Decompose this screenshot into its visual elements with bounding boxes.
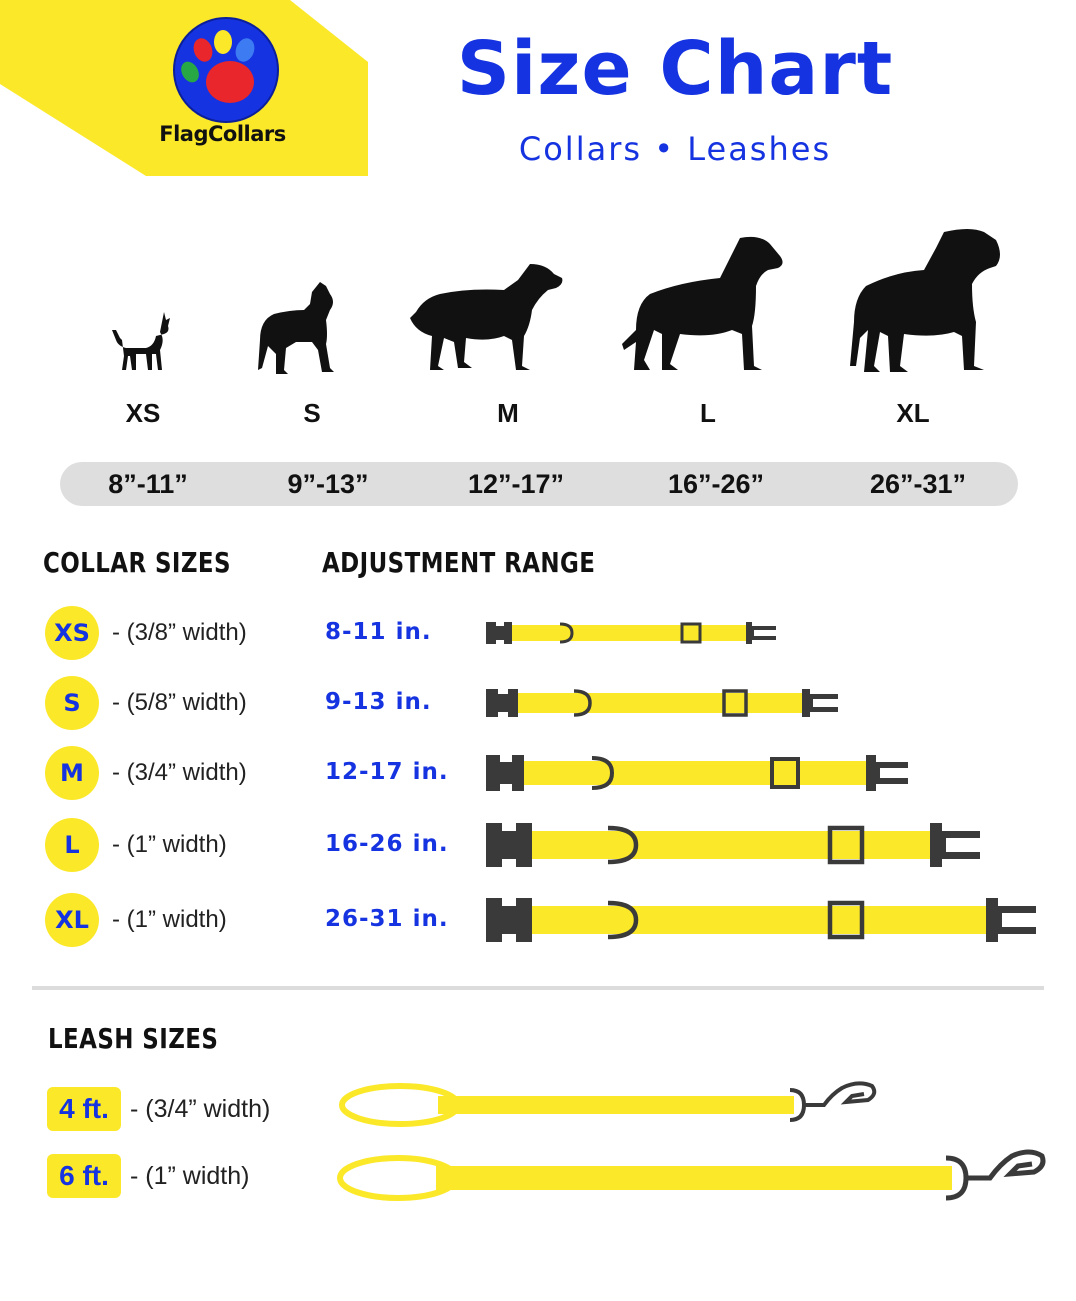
section-divider <box>32 986 1044 990</box>
neck-range-xl: 26”-31” <box>869 469 967 499</box>
leash-length-badge-4ft: 4 ft. <box>47 1087 121 1131</box>
collar-size-badge-l: L <box>45 818 99 872</box>
collar-range-s: 9-13 in. <box>325 689 432 715</box>
dog-m-silhouette-icon <box>408 262 564 374</box>
leash-sizes-heading: LEASH SIZES <box>48 1022 219 1055</box>
dog-l-silhouette-icon <box>620 234 788 376</box>
collar-xs-illustration-icon <box>484 618 780 648</box>
dog-xs-silhouette-icon <box>106 310 176 376</box>
collar-width-xs: - (3/8” width) <box>112 619 247 646</box>
collar-s-illustration-icon <box>484 685 842 721</box>
collar-range-m: 12-17 in. <box>325 759 449 785</box>
collar-sizes-heading: COLLAR SIZES <box>43 546 231 579</box>
dog-s-silhouette-icon <box>256 280 340 376</box>
adjustment-range-heading: ADJUSTMENT RANGE <box>322 546 596 579</box>
brand-name: FlagCollars <box>159 122 286 146</box>
logo-corner-banner <box>0 0 368 176</box>
collar-width-xl: - (1” width) <box>112 906 227 933</box>
neck-range-l: 16”-26” <box>667 469 765 499</box>
leash-6ft-illustration-icon <box>336 1146 1048 1202</box>
collar-size-badge-m: M <box>45 746 99 800</box>
collar-xl-illustration-icon <box>484 895 1040 945</box>
dog-size-label-xs: XS <box>125 398 161 428</box>
page-title: Size Chart <box>456 26 894 112</box>
dog-size-label-m: M <box>497 398 519 428</box>
leash-length-badge-6ft: 6 ft. <box>47 1154 121 1198</box>
leash-4ft-illustration-icon <box>338 1078 880 1128</box>
dog-xl-silhouette-icon <box>844 226 1004 376</box>
page-subtitle: Collars • Leashes <box>518 130 832 168</box>
dog-size-label-s: S <box>303 398 321 428</box>
dog-size-label-l: L <box>700 398 716 428</box>
collar-range-l: 16-26 in. <box>325 831 449 857</box>
neck-range-xs: 8”-11” <box>108 469 188 499</box>
collar-size-badge-s: S <box>45 676 99 730</box>
collar-m-illustration-icon <box>484 751 912 795</box>
collar-width-s: - (5/8” width) <box>112 689 247 716</box>
paw-logo-icon <box>174 18 278 122</box>
neck-range-s: 9”-13” <box>287 469 369 499</box>
dog-size-label-xl: XL <box>896 398 930 428</box>
collar-l-illustration-icon <box>484 820 984 870</box>
collar-size-badge-xl: XL <box>45 893 99 947</box>
leash-width-4ft: - (3/4” width) <box>130 1095 271 1123</box>
collar-range-xs: 8-11 in. <box>325 619 432 645</box>
collar-width-m: - (3/4” width) <box>112 759 247 786</box>
leash-width-6ft: - (1” width) <box>130 1162 250 1190</box>
collar-range-xl: 26-31 in. <box>325 906 449 932</box>
collar-size-badge-xs: XS <box>45 606 99 660</box>
collar-width-l: - (1” width) <box>112 831 227 858</box>
neck-range-m: 12”-17” <box>467 469 565 499</box>
